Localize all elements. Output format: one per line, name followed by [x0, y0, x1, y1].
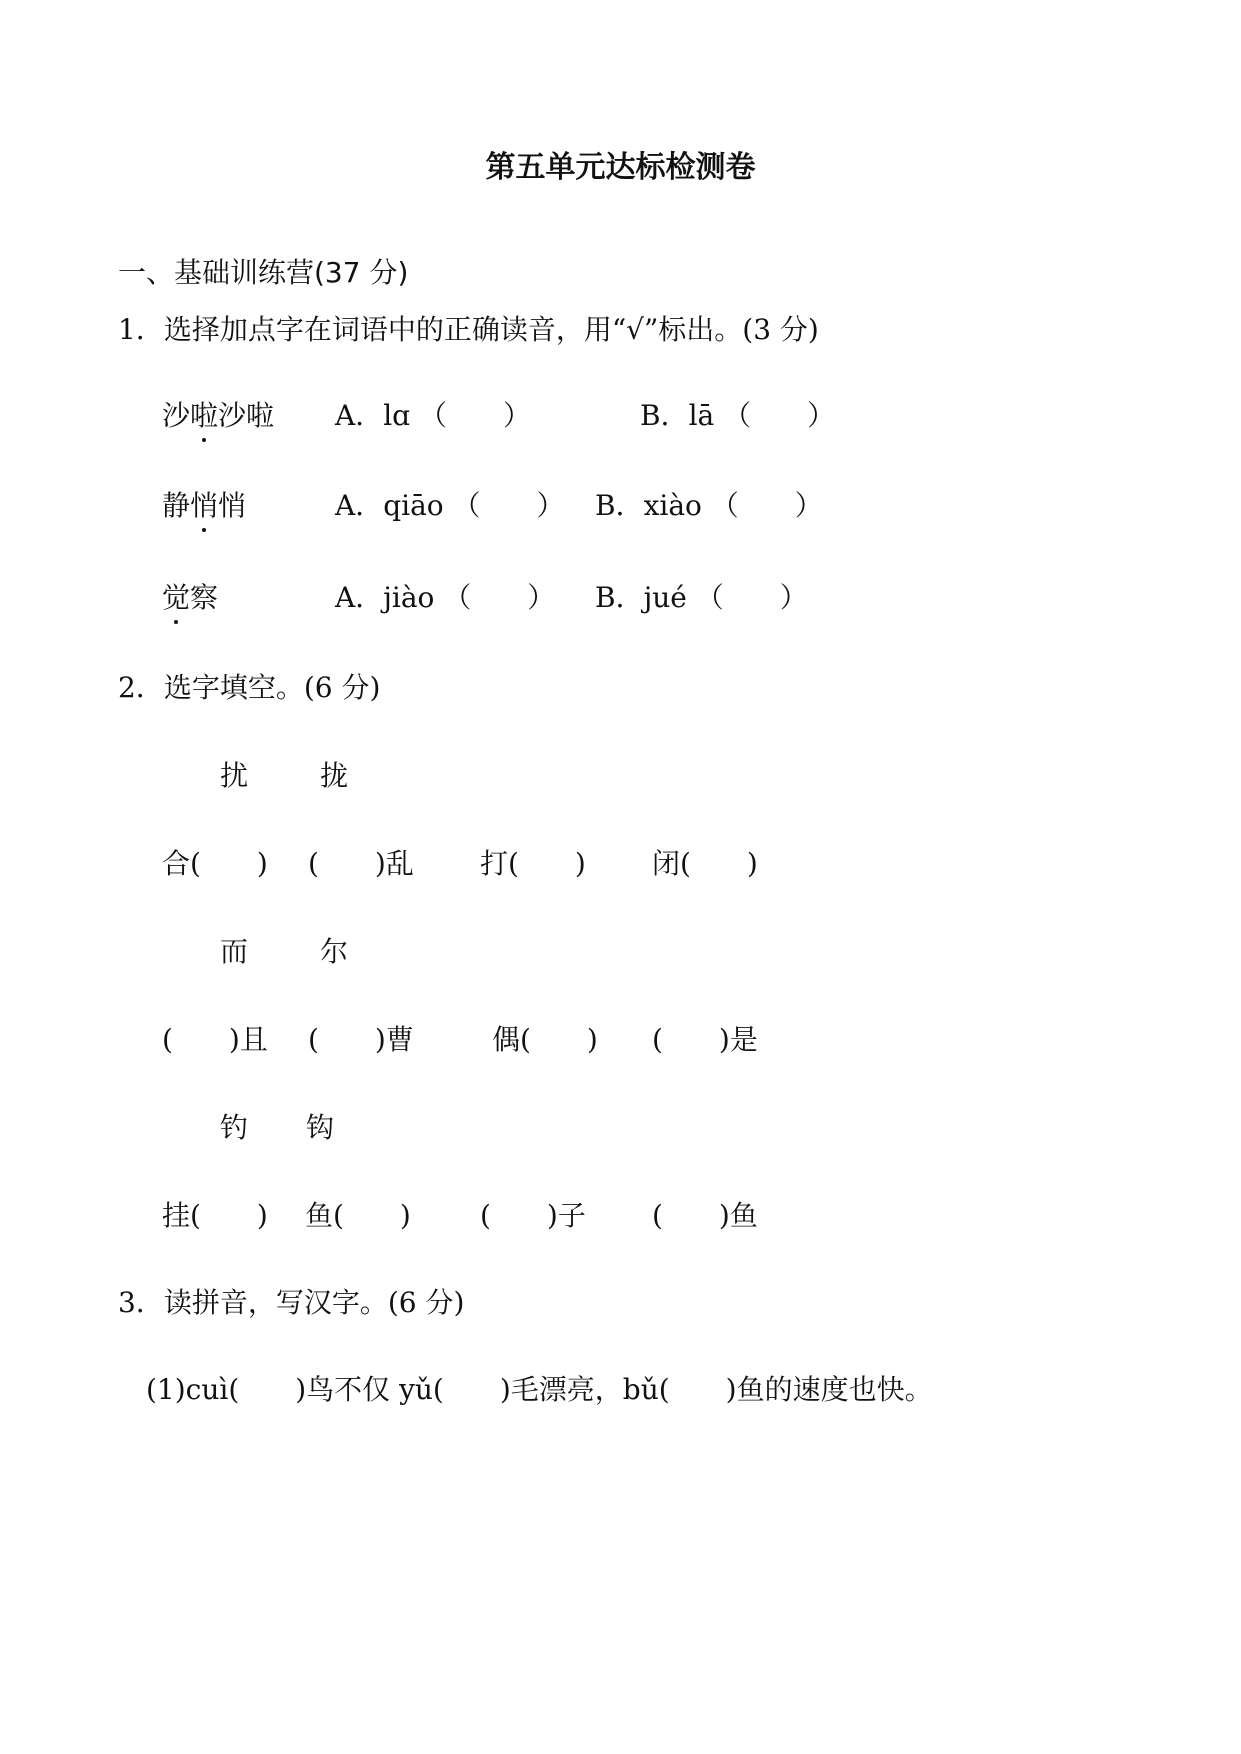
- q1-word: 觉察: [162, 581, 219, 614]
- q2-choice-char: 尔: [320, 935, 349, 968]
- q2-blank: 挂( ): [162, 1199, 268, 1232]
- q3-item: (1)cuì( )鸟不仅 yǔ( )毛漂亮，bǔ( )鱼的速度也快。: [146, 1373, 933, 1406]
- q2-blank: 打( ): [480, 847, 586, 880]
- q2-blank: ( )鱼: [652, 1199, 758, 1232]
- q1-option-a: A．jiào （ ）: [335, 581, 556, 614]
- q2-choice-char: 拢: [320, 759, 349, 792]
- q2-choice-char: 钩: [306, 1111, 335, 1144]
- q2-blank: ( )子: [480, 1199, 586, 1232]
- q2-blank: ( )曹: [308, 1023, 414, 1056]
- q2-blank: 鱼( ): [305, 1199, 411, 1232]
- q2-blank: ( )乱: [308, 847, 414, 880]
- q2-choice-char: 而: [220, 935, 249, 968]
- question-1-prompt: 1．选择加点字在词语中的正确读音，用“√”标出。(3 分): [118, 313, 819, 346]
- q1-word: 沙啦沙啦: [162, 399, 275, 432]
- question-2-prompt: 2．选字填空。(6 分): [118, 671, 381, 704]
- q1-word: 静悄悄: [162, 489, 247, 522]
- emphasis-dot-char: 觉: [162, 581, 191, 614]
- question-3-prompt: 3．读拼音，写汉字。(6 分): [118, 1286, 465, 1319]
- q2-blank: ( )且: [162, 1023, 268, 1056]
- q1-option-b: B．jué （ ）: [595, 581, 808, 614]
- q1-option-b: B．lā （ ）: [640, 399, 836, 432]
- emphasis-dot-char: 啦: [190, 399, 219, 432]
- page-title: 第五单元达标检测卷: [485, 150, 756, 185]
- section-heading: 一、基础训练营(37 分): [118, 256, 409, 289]
- q2-blank: ( )是: [652, 1023, 758, 1056]
- emphasis-dot-char: 悄: [190, 489, 219, 522]
- q2-choice-char: 钓: [220, 1111, 249, 1144]
- q1-option-b: B．xiào （ ）: [595, 489, 823, 522]
- q1-option-a: A．lɑ （ ）: [335, 399, 532, 432]
- q2-blank: 合( ): [162, 847, 268, 880]
- q1-option-a: A．qiāo （ ）: [335, 489, 565, 522]
- q2-choice-char: 扰: [220, 759, 249, 792]
- q2-blank: 闭( ): [652, 847, 758, 880]
- q2-blank: 偶( ): [492, 1023, 598, 1056]
